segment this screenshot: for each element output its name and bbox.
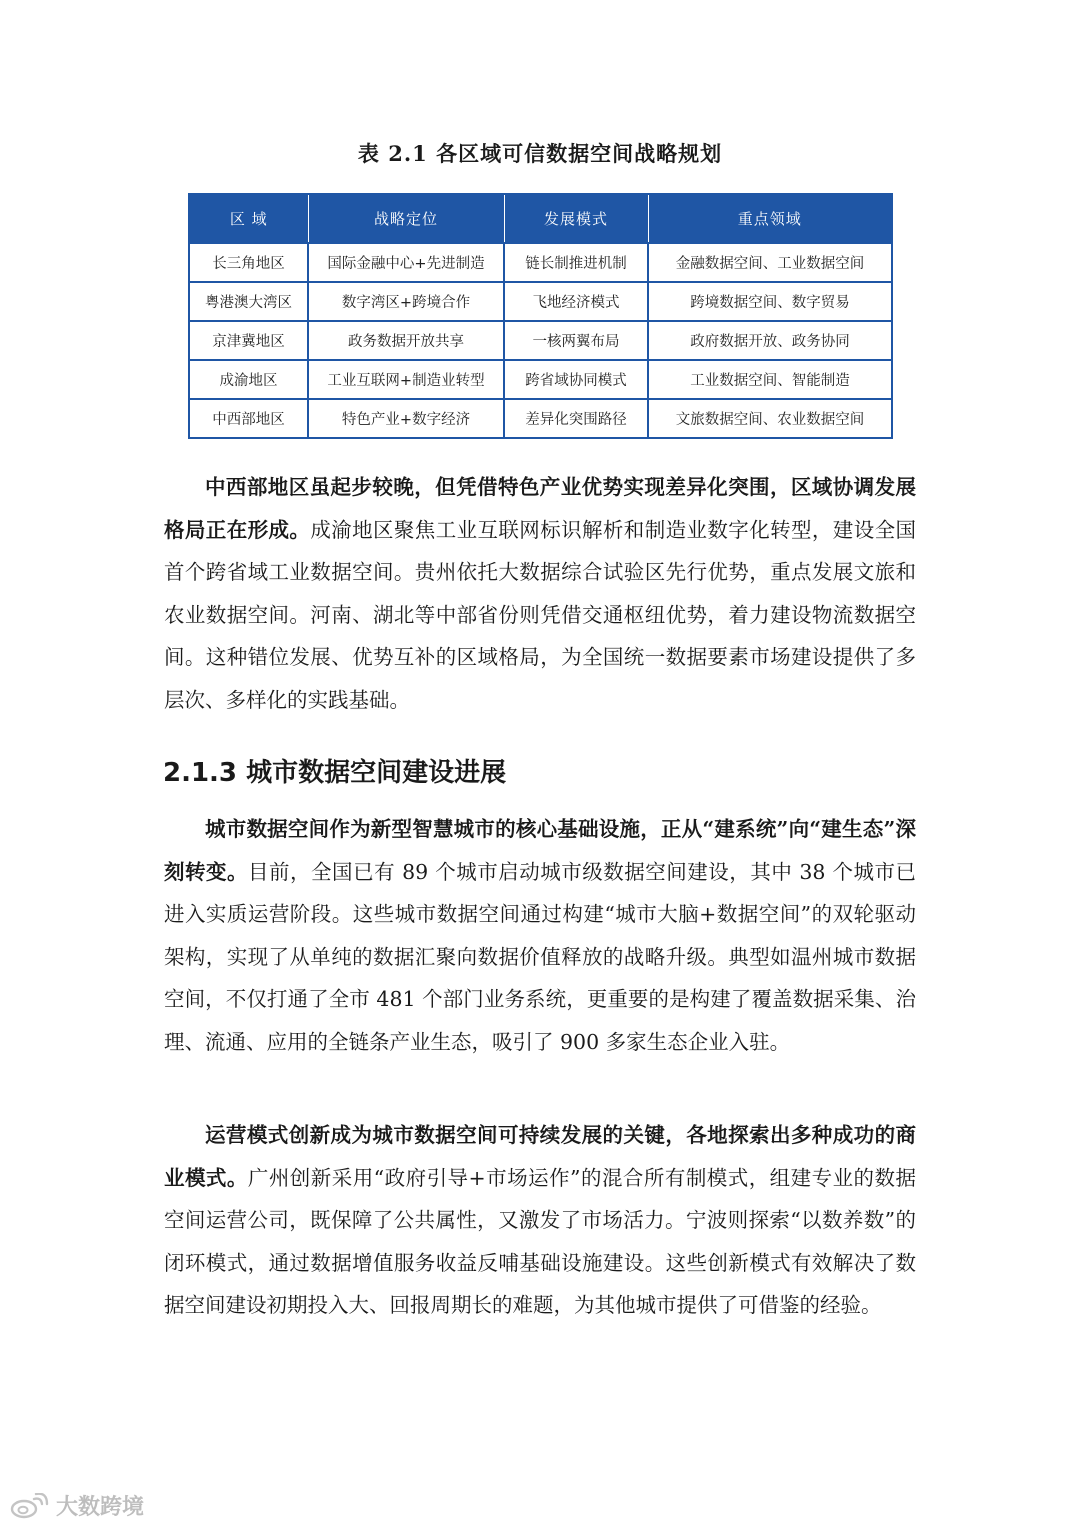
table-cell: 工业互联网+制造业转型 [308, 360, 504, 399]
table-row [189, 321, 892, 360]
region-strategy-table [188, 193, 893, 439]
table-cell: 粤港澳大湾区 [189, 282, 308, 321]
table-cell: 工业数据空间、智能制造 [648, 360, 892, 399]
table-cell: 跨省域协同模式 [504, 360, 648, 399]
paragraph-operation-models [164, 1114, 916, 1327]
table-cell: 飞地经济模式 [504, 282, 648, 321]
table-row [189, 243, 892, 282]
table-cell: 京津冀地区 [189, 321, 308, 360]
table-header-cell: 区 域 [189, 194, 308, 243]
table-cell: 政府数据开放、政务协同 [648, 321, 892, 360]
table-cell: 政务数据开放共享 [308, 321, 504, 360]
table-cell: 金融数据空间、工业数据空间 [648, 243, 892, 282]
table-cell: 数字湾区+跨境合作 [308, 282, 504, 321]
table-cell: 成渝地区 [189, 360, 308, 399]
table-caption: 表 2.1 各区域可信数据空间战略规划 [357, 141, 723, 166]
table-cell: 中西部地区 [189, 399, 308, 438]
table-cell: 国际金融中心+先进制造 [308, 243, 504, 282]
table-row [189, 282, 892, 321]
table-header-row [189, 194, 892, 243]
paragraph-body: 广州创新采用“政府引导+市场运作”的混合所有制模式，组建专业的数据空间运营公司，既保障了公共属性，又激发了市场活力。宁波则探索“以数养数”的闭环模式，通过数据增值服务收益反哺基础设施建设。这些创新模式有效解决了数据空间建设初期投入大、回报周期长的难题，为其他城市提供了可借鉴的经验。 [164, 1165, 916, 1317]
watermark [10, 1490, 144, 1521]
section-heading: 2.1.3 城市数据空间建设进展 [163, 758, 507, 788]
paragraph-lead: 运营模式创新成为城市数据空间可持续发展的关键，各地探索出多种成功的商业模式。 [164, 1123, 916, 1190]
table-cell: 长三角地区 [189, 243, 308, 282]
table-cell: 差异化突围路径 [504, 399, 648, 438]
table-row [189, 360, 892, 399]
table-cell: 跨境数据空间、数字贸易 [648, 282, 892, 321]
table-cell: 一核两翼布局 [504, 321, 648, 360]
weibo-icon [10, 1493, 50, 1519]
table-header-cell: 战略定位 [308, 194, 504, 243]
watermark-text: 大数跨境 [56, 1495, 145, 1520]
paragraph-body: 成渝地区聚焦工业互联网标识解析和制造业数字化转型，建设全国首个跨省域工业数据空间。贵州依托大数据综合试验区先行优势，重点发展文旅和农业数据空间。河南、湖北等中部省份则凭借交通枢纽优势，着力建设物流数据空间。这种错位发展、优势互补的区域格局，为全国统一数据要素市场建设提供了多层次、多样化的实践基础。 [164, 517, 917, 712]
table-header-cell: 重点领域 [648, 194, 892, 243]
paragraph-lead: 中西部地区虽起步较晚，但凭借特色产业优势实现差异化突围，区域协调发展格局正在形成。 [164, 475, 916, 542]
table-header-cell: 发展模式 [504, 194, 648, 243]
paragraph-body: 目前，全国已有 89 个城市启动城市级数据空间建设，其中 38 个城市已进入实质运营阶段。这些城市数据空间通过构建“城市大脑+数据空间”的双轮驱动架构，实现了从单纯的数据汇聚向数据价值释放的战略升级。典型如温州城市数据空间，不仅打通了全市 481 个部门业务系统，更重要的是构建了覆盖数据采集、治理、流通、应用的全链条产业生态，吸引了 900 多家生态企业入驻。 [164, 859, 916, 1054]
paragraph-regional-layout [164, 466, 916, 721]
paragraph-city-data-space [164, 808, 916, 1063]
paragraph-lead: 城市数据空间作为新型智慧城市的核心基础设施，正从“建系统”向“建生态”深刻转变。 [164, 817, 916, 884]
table-cell: 文旅数据空间、农业数据空间 [648, 399, 892, 438]
table-cell: 特色产业+数字经济 [308, 399, 504, 438]
table-cell: 链长制推进机制 [504, 243, 648, 282]
table-row [189, 399, 892, 438]
